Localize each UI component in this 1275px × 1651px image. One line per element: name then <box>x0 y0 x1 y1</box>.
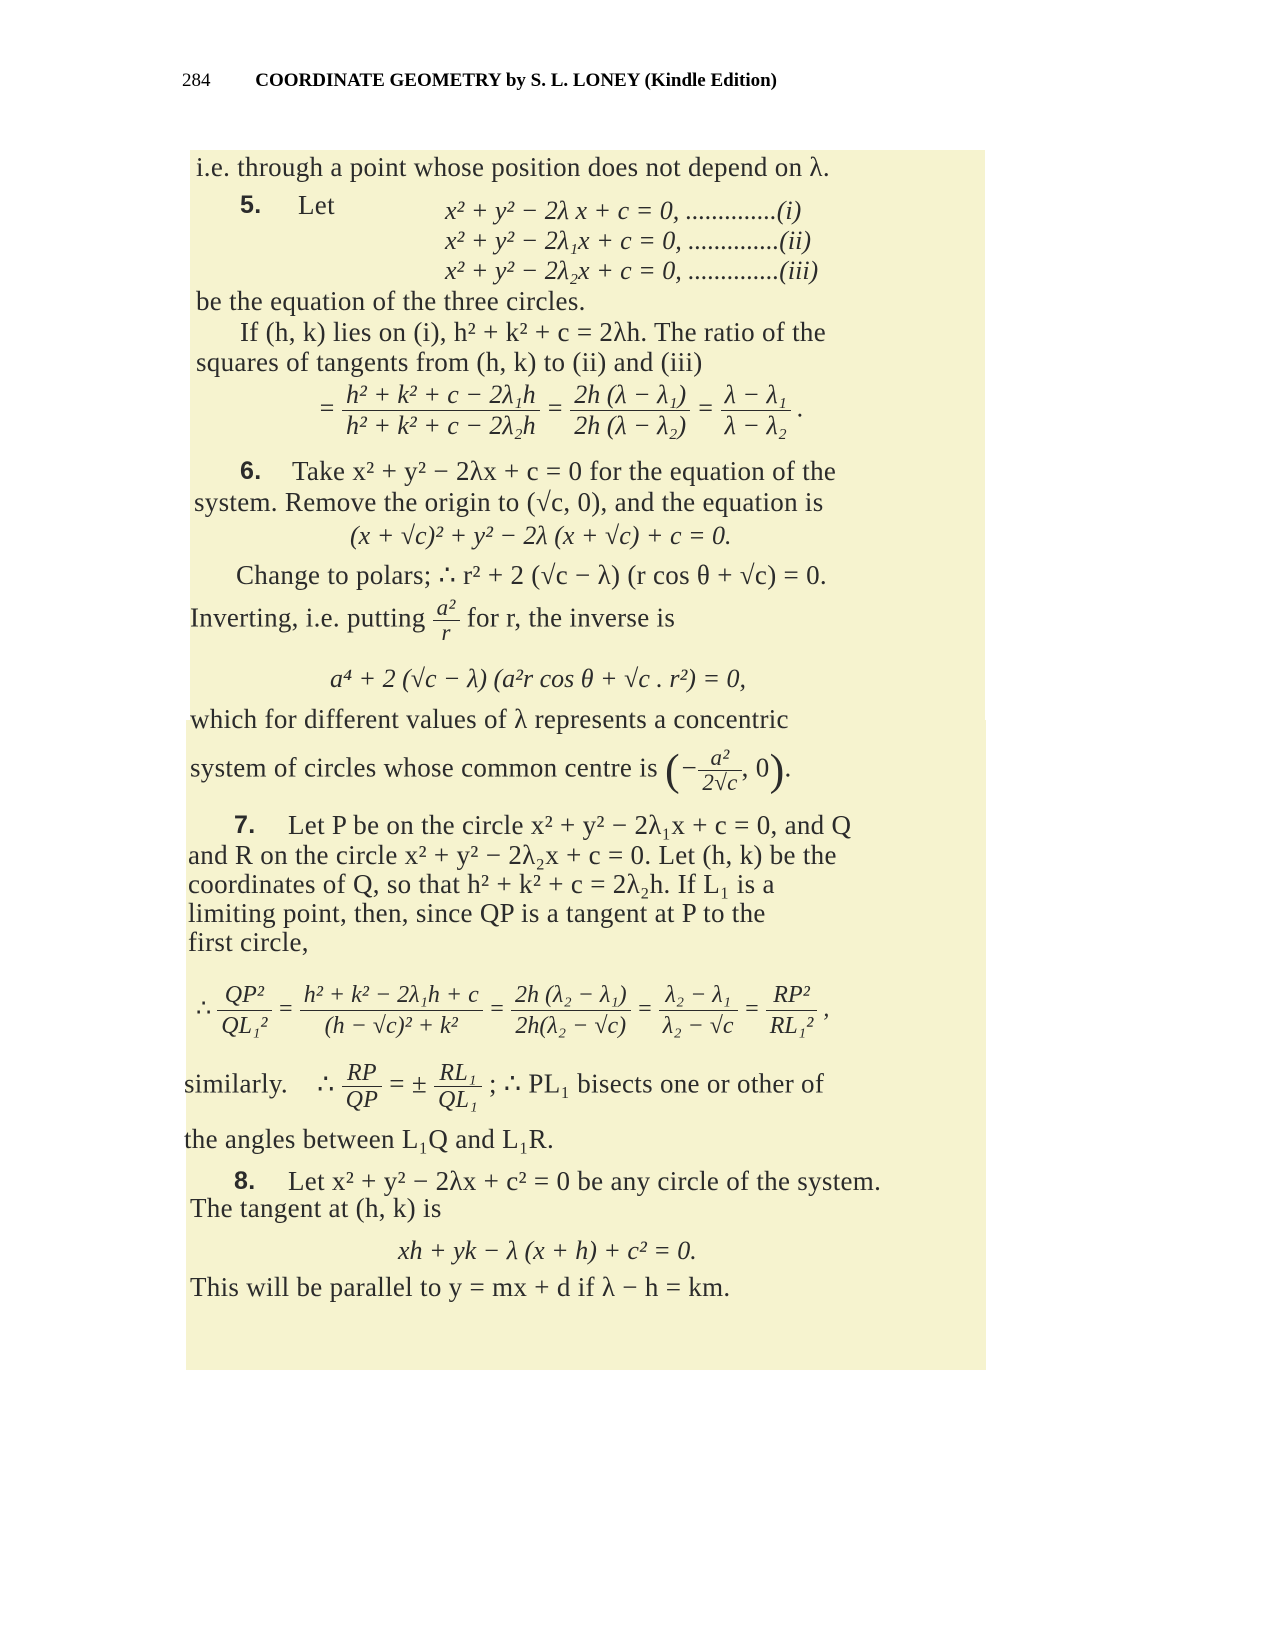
fraction-qp: $\frac{\text{QP²}}{\text{QL₁²}}$ <box>217 980 271 1041</box>
page-number: 284 <box>182 70 211 91</box>
similarly-fraction-2: $\frac{\text{RL₁}}{\text{QL₁}}$ <box>434 1060 482 1113</box>
problem-6-equation: (x + √c)² + y² − 2λ (x + √c) + c = 0. <box>350 521 732 550</box>
inverse-equation: a⁴ + 2 (√c − λ) (a²r cos θ + √c . r²) = 0, <box>330 664 746 693</box>
ratio-equation: = $\frac{\text{h² + k² + c − 2λ₁h}}{\text{h² + k² + c − 2λ₂h}}$ = $\frac{\text{2h (λ − λ₁)}}{\text{2h (λ − λ₂)}}$ = $\frac{\text{λ − λ₁}}{\text{λ − λ₂}}$ . <box>318 380 804 440</box>
inverting-line: Inverting, i.e. putting $\frac{\text{a²}}{r}$ for r, the inverse is <box>190 595 676 645</box>
line-ie: i.e. through a point whose position does not depend on λ. <box>196 152 830 182</box>
problem-8-line-c: This will be parallel to y = mx + d if λ − h = km. <box>190 1272 731 1302</box>
book-title: COORDINATE GEOMETRY by S. L. LONEY (Kindle Edition) <box>255 70 777 91</box>
problem-8-equation: xh + yk − λ (x + h) + c² = 0. <box>398 1236 697 1265</box>
fraction-rp: $\frac{\text{RP²}}{\text{RL₁²}}$ <box>766 980 818 1041</box>
centre-fraction: $\frac{\text{a²}}{2√c}$ <box>698 746 741 795</box>
equation-i: x² + y² − 2λ x + c = 0, ..............(i) <box>445 196 802 225</box>
similarly-line: similarly. ∴ $\frac{RP}{QP}$ = ± $\frac{\text{RL₁}}{\text{QL₁}}$ ; ∴ PL₁ bisects one or other of <box>184 1060 825 1113</box>
page-header <box>182 70 777 92</box>
concentric-line-a: which for different values of λ represents a concentric <box>190 704 789 734</box>
problem-6-polars: Change to polars; ∴ r² + 2 (√c − λ) (r cos θ + √c) = 0. <box>236 560 827 590</box>
ratio-fraction-2: $\frac{\text{2h (λ − λ₁)}}{\text{2h (λ − λ₂)}}$ <box>570 380 690 441</box>
angles-line: the angles between L₁Q and L₁R. <box>184 1124 555 1154</box>
problem-7-line-b: and R on the circle x² + y² − 2λ₂x + c = 0. Let (h, k) be the <box>188 840 837 870</box>
tangent-ratio-equation: ∴ $\frac{\text{QP²}}{\text{QL₁²}}$ = $\frac{\text{h² + k² − 2λ₁h + c}}{\text{(h − √c)² + k²}}$ = $\frac{\text{2h (λ₂ − λ₁)}}{\text{2h(λ₂ − √c)}}$ = $\frac{\text{λ₂ − λ₁}}{\text{λ₂ − √c}}$ = $\frac{\text{RP²}}{\text{RL₁²}}$ , <box>196 982 830 1039</box>
fraction-4: $\frac{\text{λ₂ − λ₁}}{\text{λ₂ − √c}}$ <box>659 980 738 1041</box>
problem-7-line-d: limiting point, then, since QP is a tangent at P to the <box>188 898 766 928</box>
equation-iii: x² + y² − 2λ₂x + c = 0, ..............(iii) <box>445 256 819 285</box>
problem-5-number: 5. <box>240 191 262 219</box>
line-squares: squares of tangents from (h, k) to (ii) and (iii) <box>196 347 703 377</box>
problem-7-line-e: first circle, <box>188 927 309 957</box>
problem-6-line-b: system. Remove the origin to (√c, 0), and the equation is <box>194 487 824 517</box>
similarly-fraction-1: $\frac{RP}{QP}$ <box>342 1060 383 1113</box>
problem-8-line-a: Let x² + y² − 2λx + c² = 0 be any circle of the system. <box>288 1166 882 1196</box>
line-three-circles: be the equation of the three circles. <box>196 286 586 316</box>
ratio-fraction-3: $\frac{\text{λ − λ₁}}{\text{λ − λ₂}}$ <box>721 380 791 441</box>
fraction-3: $\frac{\text{2h (λ₂ − λ₁)}}{\text{2h(λ₂ − √c)}}$ <box>511 980 631 1041</box>
problem-7-line-a: Let P be on the circle x² + y² − 2λ₁x + c = 0, and Q <box>288 810 852 840</box>
fraction-2: $\frac{\text{h² + k² − 2λ₁h + c}}{\text{(h − √c)² + k²}}$ <box>300 980 483 1041</box>
problem-6-number: 6. <box>240 457 262 485</box>
problem-8-line-b: The tangent at (h, k) is <box>190 1193 442 1223</box>
equation-ii: x² + y² − 2λ₁x + c = 0, ..............(ii) <box>445 226 811 255</box>
ratio-fraction-1: $\frac{\text{h² + k² + c − 2λ₁h}}{\text{h² + k² + c − 2λ₂h}}$ <box>342 380 540 441</box>
line-if-hk: If (h, k) lies on (i), h² + k² + c = 2λh. The ratio of the <box>240 317 826 347</box>
problem-5-let: Let <box>298 190 335 220</box>
problem-6-line-a: Take x² + y² − 2λx + c = 0 for the equation of the <box>292 456 837 486</box>
concentric-line-b: system of circles whose common centre is (− $\frac{\text{a²}}{2√c}$ , 0). <box>190 745 792 795</box>
problem-7-number: 7. <box>234 811 256 839</box>
problem-8-number: 8. <box>234 1167 256 1195</box>
inverting-fraction: $\frac{\text{a²}}{r}$ <box>433 596 460 645</box>
problem-7-line-c: coordinates of Q, so that h² + k² + c = 2λ₂h. If L₁ is a <box>188 869 775 899</box>
